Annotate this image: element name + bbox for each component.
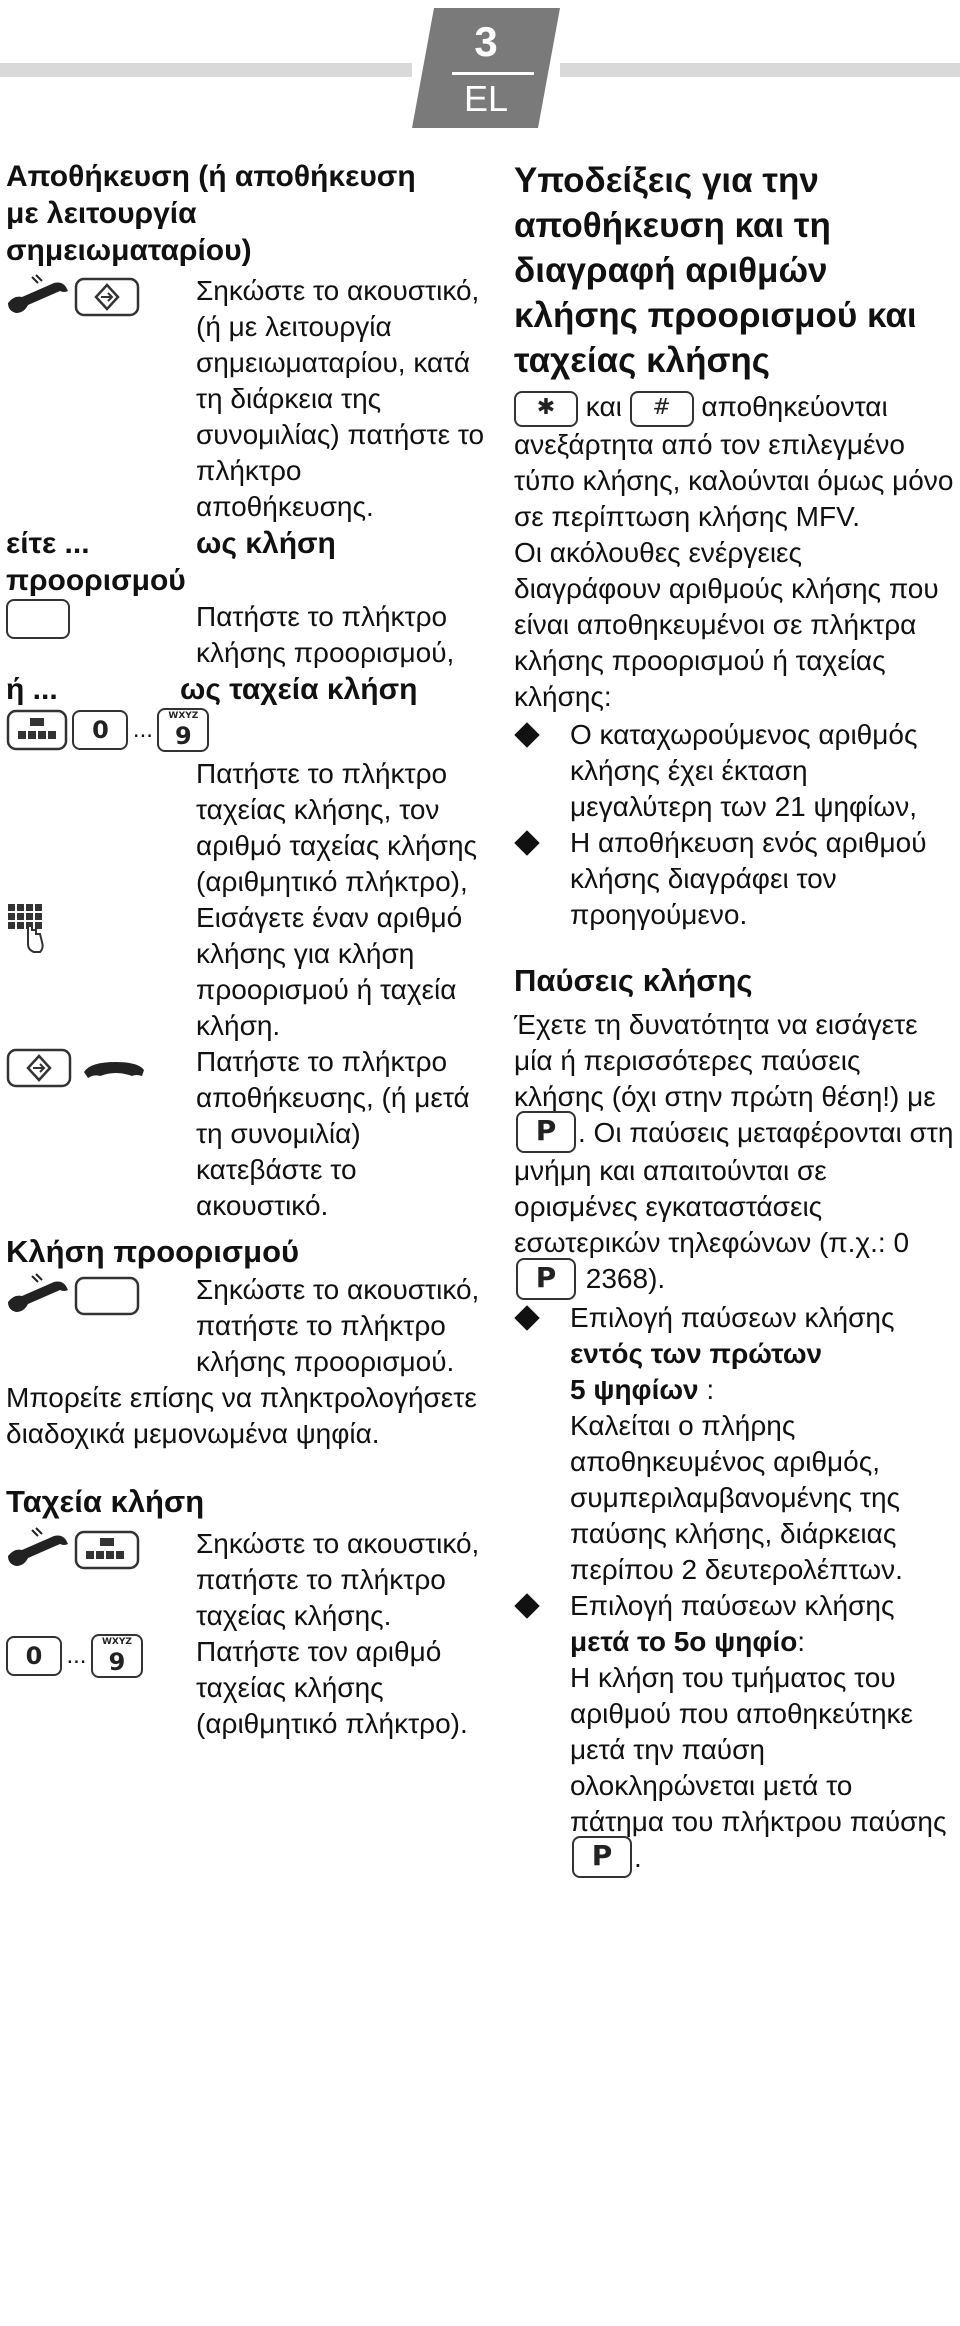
heading-speed-dial: Ταχεία κλήση	[6, 1484, 205, 1519]
pause-key-icon: P	[572, 1836, 632, 1878]
or-label: ή ...	[6, 673, 58, 706]
step-enter-number-text: Εισάγετε έναν αριθμό κλήσης για κλήση προορισμού ή ταχεία κλήση.	[196, 902, 463, 1041]
left-column	[6, 158, 486, 1742]
option-destination-label	[6, 525, 486, 599]
step-speed-key	[6, 708, 486, 900]
bullet-pause-first-bold-2: 5 ψηφίων	[570, 1373, 699, 1405]
step-destination-key	[6, 599, 486, 671]
step-speed-number-icons	[6, 1634, 143, 1674]
bullet-diamond-icon	[514, 830, 539, 855]
bullet-pause-first-digits	[514, 1300, 954, 1588]
option-speed-label	[6, 671, 486, 708]
step-store-end-text: Πατήστε το πλήκτρο αποθήκευσης, (ή μετά τη συνομιλία) κατεβάστε το ακουστικό.	[196, 1046, 470, 1221]
step-dial-speed	[6, 1526, 486, 1634]
heading-store: Αποθήκευση (ή αποθήκευση με λειτουργία σημειωματαρίου)	[6, 160, 416, 267]
badge-rule	[452, 72, 534, 75]
speed-dial-key-icon	[76, 1532, 138, 1568]
key-range-ellipsis: ...	[66, 1642, 87, 1669]
step-store-end-icons	[6, 1044, 156, 1084]
hints-paragraph-1-text: αποθηκεύονται ανεξάρτητα από τον επιλεγμένο τύπο κλήσης, καλούνται όμως μόνο σε περίπτωση κλήσης MFV.	[514, 391, 954, 532]
handset-lift-icon	[8, 275, 68, 313]
key-zero-icon: 0	[72, 710, 128, 750]
step-store-start	[6, 273, 486, 525]
as-destination-label: ως κλήση	[196, 527, 336, 560]
header-band-left	[0, 63, 412, 77]
step-speed-key-text: Πατήστε το πλήκτρο ταχείας κλήσης, τον αριθμό ταχείας κλήσης (αριθμητικό πλήκτρο),	[196, 758, 478, 897]
step-dial-speed-icons	[6, 1526, 156, 1566]
heading-pauses: Παύσεις κλήσης	[514, 962, 753, 998]
bullet-pause-after-fifth	[514, 1588, 954, 1879]
key-zero-icon: 0	[6, 1636, 62, 1676]
destination-key-icon	[6, 599, 70, 639]
bullet-pause-first-text: Καλείται ο πλήρης αποθηκευμένος αριθμός, συμπεριλαμβανομένης της παύσης κλήσης, διάρκειας περίπου 2 δευτερολέπτων.	[570, 1409, 903, 1585]
bullet-diamond-icon	[514, 1305, 539, 1330]
bullet-pause-after-colon: :	[797, 1625, 806, 1657]
pauses-text-d: 2368).	[585, 1263, 666, 1295]
handset-lift-icon	[8, 1274, 68, 1312]
header-band-right	[560, 63, 960, 77]
handset-lift-icon	[8, 1528, 68, 1566]
heading-destination: Κλήση προορισμού	[6, 1234, 300, 1269]
page-badge	[412, 8, 560, 128]
bullet-overwrite	[514, 825, 954, 933]
bullet-pause-after-plain: Επιλογή παύσεων κλήσης	[570, 1589, 895, 1621]
bullet-pause-after-end: .	[634, 1841, 642, 1873]
pauses-paragraph	[514, 1007, 954, 1300]
pauses-text-c: (π.χ.: 0	[819, 1227, 910, 1259]
key-nine-letters: WXYZ	[101, 1637, 132, 1647]
store-key-icon	[8, 1050, 70, 1086]
step-dial-destination	[6, 1272, 486, 1380]
as-speed-dial-label: ως ταχεία κλήση	[180, 673, 418, 706]
step-speed-key-icons	[6, 708, 209, 748]
step-destination-key-text: Πατήστε το πλήκτρο κλήσης προορισμού,	[196, 601, 455, 668]
step-destination-key-icons	[6, 599, 70, 639]
key-range-ellipsis: ...	[132, 716, 153, 743]
star-key-icon: ✱	[514, 391, 578, 427]
handset-down-icon	[84, 1062, 144, 1078]
either-label: είτε ...	[6, 527, 90, 560]
step-speed-number	[6, 1634, 486, 1742]
pauses-text-a: Έχετε τη δυνατότητα να εισάγετε μία ή περισσότερες παύσεις κλήσης (όχι στην πρώτη θέση!) με	[514, 1008, 936, 1112]
bullet-pause-first-bold-1: εντός των πρώτων	[570, 1337, 823, 1369]
step-speed-number-text: Πατήστε τον αριθμό ταχείας κλήσης (αριθμητικό πλήκτρο).	[196, 1636, 468, 1739]
destination-word: προορισμού	[6, 564, 186, 597]
bullet-pause-first-colon: :	[698, 1373, 715, 1405]
key-nine-letters: WXYZ	[168, 711, 199, 721]
step-store-start-icons	[6, 273, 156, 313]
bullet-diamond-icon	[514, 722, 539, 747]
hints-paragraph-1	[514, 389, 954, 535]
hash-key-icon: #	[630, 391, 694, 427]
hints-paragraph-2: Οι ακόλουθες ενέργειες διαγράφουν αριθμούς κλήσης που είναι αποθηκευμένοι σε πλήκτρα κλήσης προορισμού ή ταχείας κλήσης:	[514, 536, 939, 712]
step-dial-speed-text: Σηκώστε το ακουστικό, πατήστε το πλήκτρο ταχείας κλήσης.	[196, 1528, 480, 1631]
bullet-overwrite-text: Η αποθήκευση ενός αριθμού κλήσης διαγράφει τον προηγούμενο.	[570, 826, 927, 930]
key-nine-icon	[157, 708, 209, 752]
step-store-end	[6, 1044, 486, 1224]
destination-key-icon	[76, 1278, 138, 1314]
note-destination: Μπορείτε επίσης να πληκτρολογήσετε διαδοχικά μεμονωμένα ψηφία.	[6, 1382, 477, 1449]
bullet-diamond-icon	[514, 1593, 539, 1618]
key-nine-digit: 9	[175, 722, 192, 750]
heading-hints: Υποδείξεις για την αποθήκευση και τη διαγραφή αριθμών κλήσης προορισμού και ταχείας κλήσης	[514, 161, 917, 380]
bullet-length-text: Ο καταχωρούμενος αριθμός κλήσης έχει έκταση μεγαλύτερη των 21 ψηφίων,	[570, 718, 918, 822]
keypad-hand-icon	[6, 900, 46, 960]
step-store-start-text: Σηκώστε το ακουστικό, (ή με λειτουργία σημειωματαρίου, κατά τη διάρκεια της συνομιλίας) πατήστε το πλήκτρο αποθήκευσης.	[196, 275, 485, 522]
right-column	[514, 158, 954, 1878]
step-enter-number	[6, 900, 486, 1044]
bullet-pause-first-plain: Επιλογή παύσεων κλήσης	[570, 1301, 895, 1333]
pause-key-icon: P	[516, 1111, 576, 1153]
pauses-text-b: . Οι παύσεις μεταφέρονται στη μνήμη και απαιτούνται σε ορισμένες εγκαταστάσεις εσωτερικών τηλεφώνων	[514, 1116, 954, 1259]
speed-dial-key-icon	[6, 709, 68, 751]
page-language: EL	[463, 78, 509, 119]
bullet-pause-after-bold: μετά το 5ο ψηφίο	[570, 1625, 798, 1657]
bullet-length	[514, 717, 954, 825]
bullet-pause-after-text: Η κλήση του τμήματος του αριθμού που αποθηκεύτηκε μετά την παύση ολοκληρώνεται μετά το πάτημα του πλήκτρου παύσης	[570, 1661, 947, 1837]
and-word: και	[585, 391, 622, 422]
step-enter-number-icons	[6, 900, 46, 940]
step-dial-destination-icons	[6, 1272, 156, 1312]
store-key-icon	[76, 279, 138, 315]
pause-key-icon: P	[516, 1258, 576, 1300]
key-nine-icon	[91, 1634, 143, 1678]
step-dial-destination-text: Σηκώστε το ακουστικό, πατήστε το πλήκτρο κλήσης προορισμού.	[196, 1274, 480, 1377]
key-nine-digit: 9	[108, 1648, 126, 1676]
page-number: 3	[474, 18, 498, 65]
